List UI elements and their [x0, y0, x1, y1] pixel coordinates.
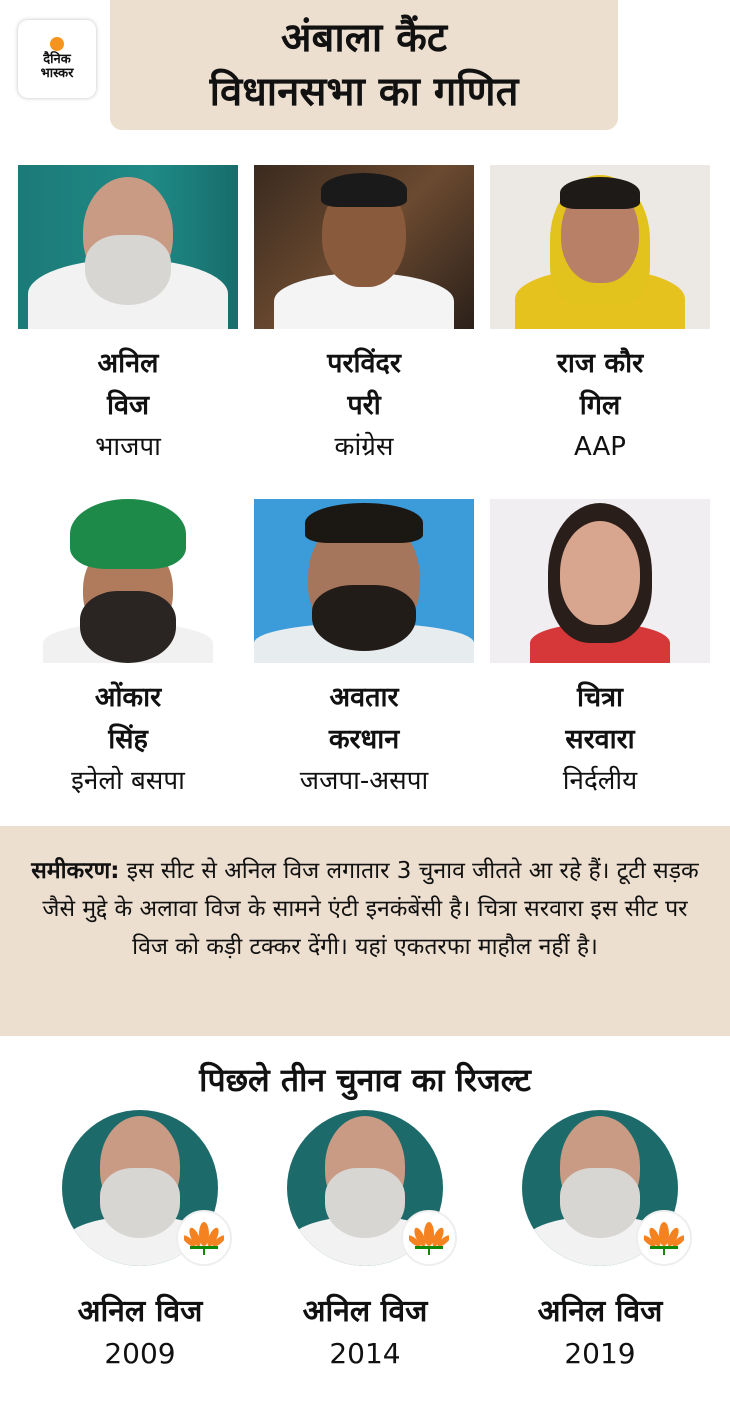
candidate-party: इनेलो बसपा	[71, 766, 185, 796]
candidate-photo	[490, 165, 710, 329]
candidate-party: निर्दलीय	[562, 766, 638, 796]
candidate-card	[254, 165, 474, 467]
page-title	[110, 0, 618, 130]
candidate-name: ओंकार सिंह	[94, 682, 162, 755]
winner-name: अनिल विज	[302, 1294, 428, 1329]
candidate-party: जजपा-असपा	[299, 766, 429, 796]
candidate-photo	[18, 499, 238, 663]
winner-name: अनिल विज	[77, 1294, 203, 1329]
candidate-card	[490, 499, 710, 801]
candidate-card	[18, 165, 238, 467]
candidate-party: AAP	[574, 432, 626, 462]
equation-summary	[0, 826, 730, 1036]
candidate-party: कांग्रेस	[334, 432, 394, 462]
title-line-1: अंबाला कैंट	[280, 15, 448, 61]
bjp-lotus-icon	[401, 1210, 457, 1266]
candidate-photo	[254, 499, 474, 663]
bjp-lotus-icon	[176, 1210, 232, 1266]
candidate-name: परविंदर परी	[327, 348, 401, 421]
candidate-name: अनिल विज	[97, 348, 159, 421]
summary-text: इस सीट से अनिल विज लगातार 3 चुनाव जीतते आ रहे हैं। टूटी सड़क जैसे मुद्दे के अलावा विज के सामने एंटी इनकंबेंसी है। चित्रा सरवारा इस सीट पर विज को कड़ी टक्कर देंगी। यहां एकतरफा माहौल नहीं है।	[42, 858, 699, 960]
summary-label: समीकरण:	[31, 858, 120, 884]
title-line-2: विधानसभा का गणित	[209, 69, 519, 115]
candidate-card	[254, 499, 474, 801]
candidate-name: राज कौर गिल	[556, 348, 644, 421]
logo-line-1: दैनिक	[43, 52, 71, 67]
candidate-party: भाजपा	[95, 432, 161, 462]
election-year: 2014	[329, 1337, 401, 1370]
result-card	[500, 1110, 700, 1374]
bjp-lotus-icon	[636, 1210, 692, 1266]
sun-icon	[50, 37, 64, 51]
candidate-card	[18, 499, 238, 801]
results-title: पिछले तीन चुनाव का रिजल्ट	[199, 1061, 531, 1099]
candidate-name: अवतार करधान	[328, 682, 400, 755]
winner-name: अनिल विज	[537, 1294, 663, 1329]
logo-line-2: भास्कर	[40, 66, 74, 81]
candidate-photo	[490, 499, 710, 663]
election-year: 2009	[104, 1337, 176, 1370]
result-card	[265, 1110, 465, 1374]
result-card	[40, 1110, 240, 1374]
election-year: 2019	[564, 1337, 636, 1370]
candidate-photo	[18, 165, 238, 329]
candidate-photo	[254, 165, 474, 329]
dainik-bhaskar-logo	[18, 20, 96, 98]
candidate-name: चित्रा सरवारा	[565, 682, 635, 755]
candidate-card	[490, 165, 710, 467]
